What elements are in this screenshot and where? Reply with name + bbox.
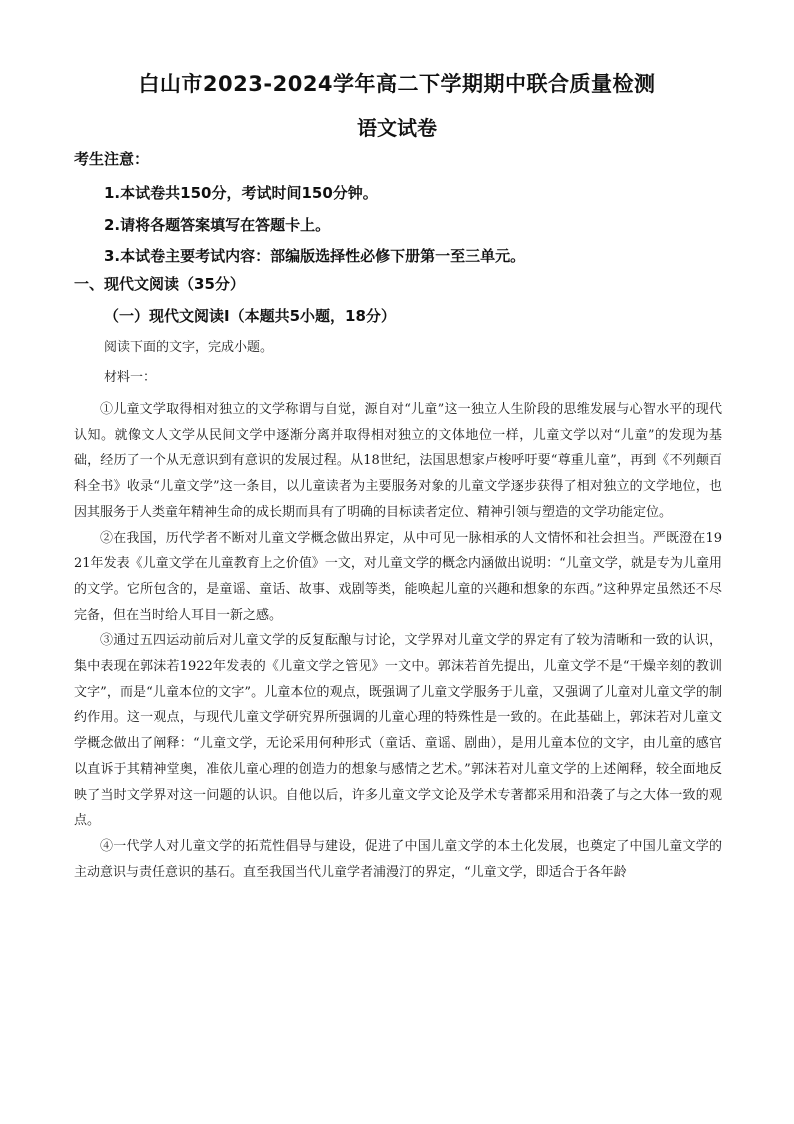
notice-item-2: 2.请将各题答案填写在答题卡上。 [104, 216, 331, 234]
notice-item-1: 1.本试卷共150分，考试时间150分钟。 [104, 184, 378, 202]
reading-passage [74, 397, 722, 885]
notice-item-3: 3.本试卷主要考试内容：部编版选择性必修下册第一至三单元。 [104, 247, 526, 265]
material-label: 材料一： [104, 370, 157, 385]
passage-paragraph-3: ③通过五四运动前后对儿童文学的反复酝酿与讨论，文学界对儿童文学的界定有了较为清晰和一致的认识，集中表现在郭沫若1922年发表的《儿童文学之管见》一文中。郭沫若首先提出，儿童文学不是“干燥辛刻的教训文字”，而是“儿童本位的文字”。儿童本位的观点，既强调了儿童文学服务于儿童，又强调了儿童对儿童文学的制约作用。这一观点，与现代儿童文学研究界所强调的儿童心理的特殊性是一致的。在此基础上，郭沫若对儿童文学概念做出了阐释：“儿童文学，无论采用何种形式（童话、童谣、剧曲），是用儿童本位的文字，由儿童的感官以直诉于其精神堂奥，准依儿童心理的创造力的想象与感情之艺术。”郭沫若对儿童文学的上述阐释，较全面地反映了当时文学界对这一问题的认识。自他以后，许多儿童文学文论及学术专著都采用和沿袭了与之大体一致的观点。 [74, 633, 722, 829]
subsection-heading: （一）现代文阅读Ⅰ（本题共5小题，18分） [104, 307, 396, 325]
passage-paragraph-2: ②在我国，历代学者不断对儿童文学概念做出界定，从中可见一脉相承的人文情怀和社会担当。严既澄在1921年发表《儿童文学在儿童教育上之价值》一文，对儿童文学的概念内涵做出说明：“儿童文学，就是专为儿童用的文学。它所包含的，是童谣、童话、故事、戏剧等类，能唤起儿童的兴趣和想象的东西。”这种界定虽然还不尽完备，但在当时给人耳目一新之感。 [74, 530, 722, 623]
notice-heading: 考生注意： [74, 150, 150, 168]
exam-subtitle: 语文试卷 [357, 116, 437, 140]
reading-instruction: 阅读下面的文字，完成小题。 [104, 340, 274, 355]
passage-paragraph-4: ④一代学人对儿童文学的拓荒性倡导与建设，促进了中国儿童文学的本土化发展，也奠定了中国儿童文学的主动意识与责任意识的基石。直至我国当代儿童学者浦漫汀的界定，“儿童文学，即适合于各年龄 [74, 838, 722, 880]
section-heading: 一、现代文阅读（35分） [74, 275, 245, 293]
exam-title: 白山市2023-2024学年高二下学期期中联合质量检测 [138, 72, 656, 96]
passage-paragraph-1: ①儿童文学取得相对独立的文学称谓与自觉，源自对“儿童”这一独立人生阶段的思维发展与心智水平的现代认知。就像文人文学从民间文学中逐渐分离并取得相对独立的文体地位一样，儿童文学以对“儿童”的发现为基础，经历了一个从无意识到有意识的发展过程。从18世纪，法国思想家卢梭呼吁要“尊重儿童”，再到《不列颠百科全书》收录“儿童文学”这一条目，以儿童读者为主要服务对象的儿童文学逐步获得了相对独立的文学地位，也因其服务于人类童年精神生命的成长期而具有了明确的目标读者定位、精神引领与塑造的文学功能定位。 [74, 402, 722, 520]
